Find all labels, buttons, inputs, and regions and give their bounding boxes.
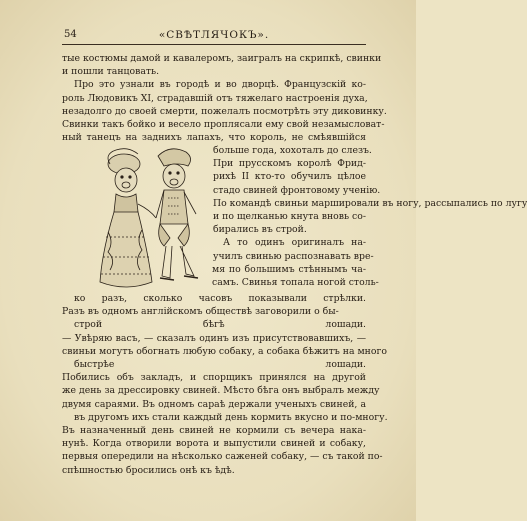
header-rule	[62, 44, 366, 45]
text-line: рихѣ II кто-то обучилъ цѣлое	[213, 171, 366, 183]
paragraph-right-column	[213, 144, 527, 263]
paragraph-right-column-2	[212, 263, 379, 289]
text-line: мя по большимъ стѣннымъ ча-	[212, 264, 366, 275]
paragraph-bottom	[62, 292, 388, 477]
text-line: и по щелканью кнута вновь со-	[213, 211, 366, 223]
text-line: двумя сараями. Въ одномъ сараѣ держали ученыхъ свиней, а	[62, 398, 366, 410]
text-line: нунѣ. Когда отворили ворота и выпустили свиней и собаку,	[62, 438, 366, 450]
text-line: же день за дрессировку свиней. Мѣсто бѣга онъ выбралъ между	[62, 385, 380, 397]
text-line: Побились объ закладъ, и спорщикъ принялся на другой	[62, 372, 366, 384]
running-header	[64, 29, 364, 43]
text-line: стадо свиней фронтовому ученію.	[213, 184, 381, 196]
text-line: Въ назначенный день свиней не кормили съ вечера нака-	[62, 425, 366, 437]
text-line: роль Людовикъ XI, страдавшій отъ тяжелаго настроенія духа,	[62, 92, 368, 104]
page-number: 54	[64, 29, 77, 40]
text-line: свиньи могутъ обогнать любую собаку, а собака бѣжитъ на много	[62, 345, 387, 357]
text-line: А то одинъ оригиналъ на-	[223, 237, 366, 249]
text-line: быстрѣе лошади.	[74, 359, 366, 371]
text-line: ко разъ, сколько часовъ показывали стрѣлки.	[74, 293, 366, 304]
text-line: въ другомъ ихъ стали каждый день кормить вкусно и по-многу.	[74, 411, 388, 423]
text-line: Разъ въ одномъ англійскомъ обществѣ заговорили о бы-	[62, 306, 339, 318]
dancing-pigs-illustration	[94, 142, 206, 302]
text-line: первыя опередили на нѣсколько саженей собаку, — съ такой по-	[62, 451, 383, 463]
text-line: ный танецъ на заднихъ лапахъ, что король, не смѣявшійся	[62, 132, 366, 144]
text-line: незадолго до своей смерти, пожелалъ посмотрѣть эту диковинку.	[62, 105, 387, 117]
text-line: и пошли танцовать.	[62, 66, 160, 78]
text-line: спѣшностью бросились онѣ къ ѣдѣ.	[62, 464, 235, 476]
text-line: самъ. Свинья топала ногой столь-	[212, 277, 379, 289]
text-line: При прусскомъ королѣ Фрид-	[213, 158, 366, 170]
text-line: Про это узнали въ городѣ и во дворцѣ. Французскій ко-	[74, 79, 366, 91]
text-line: бирались въ строй.	[213, 224, 307, 236]
text-line: больше года, хохоталъ до слезъ.	[213, 145, 372, 156]
text-line: строй бѣгѣ лошади.	[74, 319, 366, 331]
text-line: тые костюмы дамой и кавалеромъ, заигралъ на скрипкѣ, свинки	[62, 53, 382, 64]
text-line: — Увѣряю васъ, — сказалъ одинъ изъ присутствовавшихъ, —	[62, 332, 366, 344]
paragraph-top	[62, 52, 387, 144]
text-line: Свинки такъ бойко и весело проплясали ему свой незамысловат-	[62, 119, 385, 131]
journal-title: «СВѢТЛЯЧОКЪ».	[158, 29, 270, 41]
text-line: По командѣ свиньи маршировали въ ногу, рассыпались по лугу	[213, 197, 527, 209]
text-line: училъ свинью распознавать вре-	[213, 250, 374, 262]
